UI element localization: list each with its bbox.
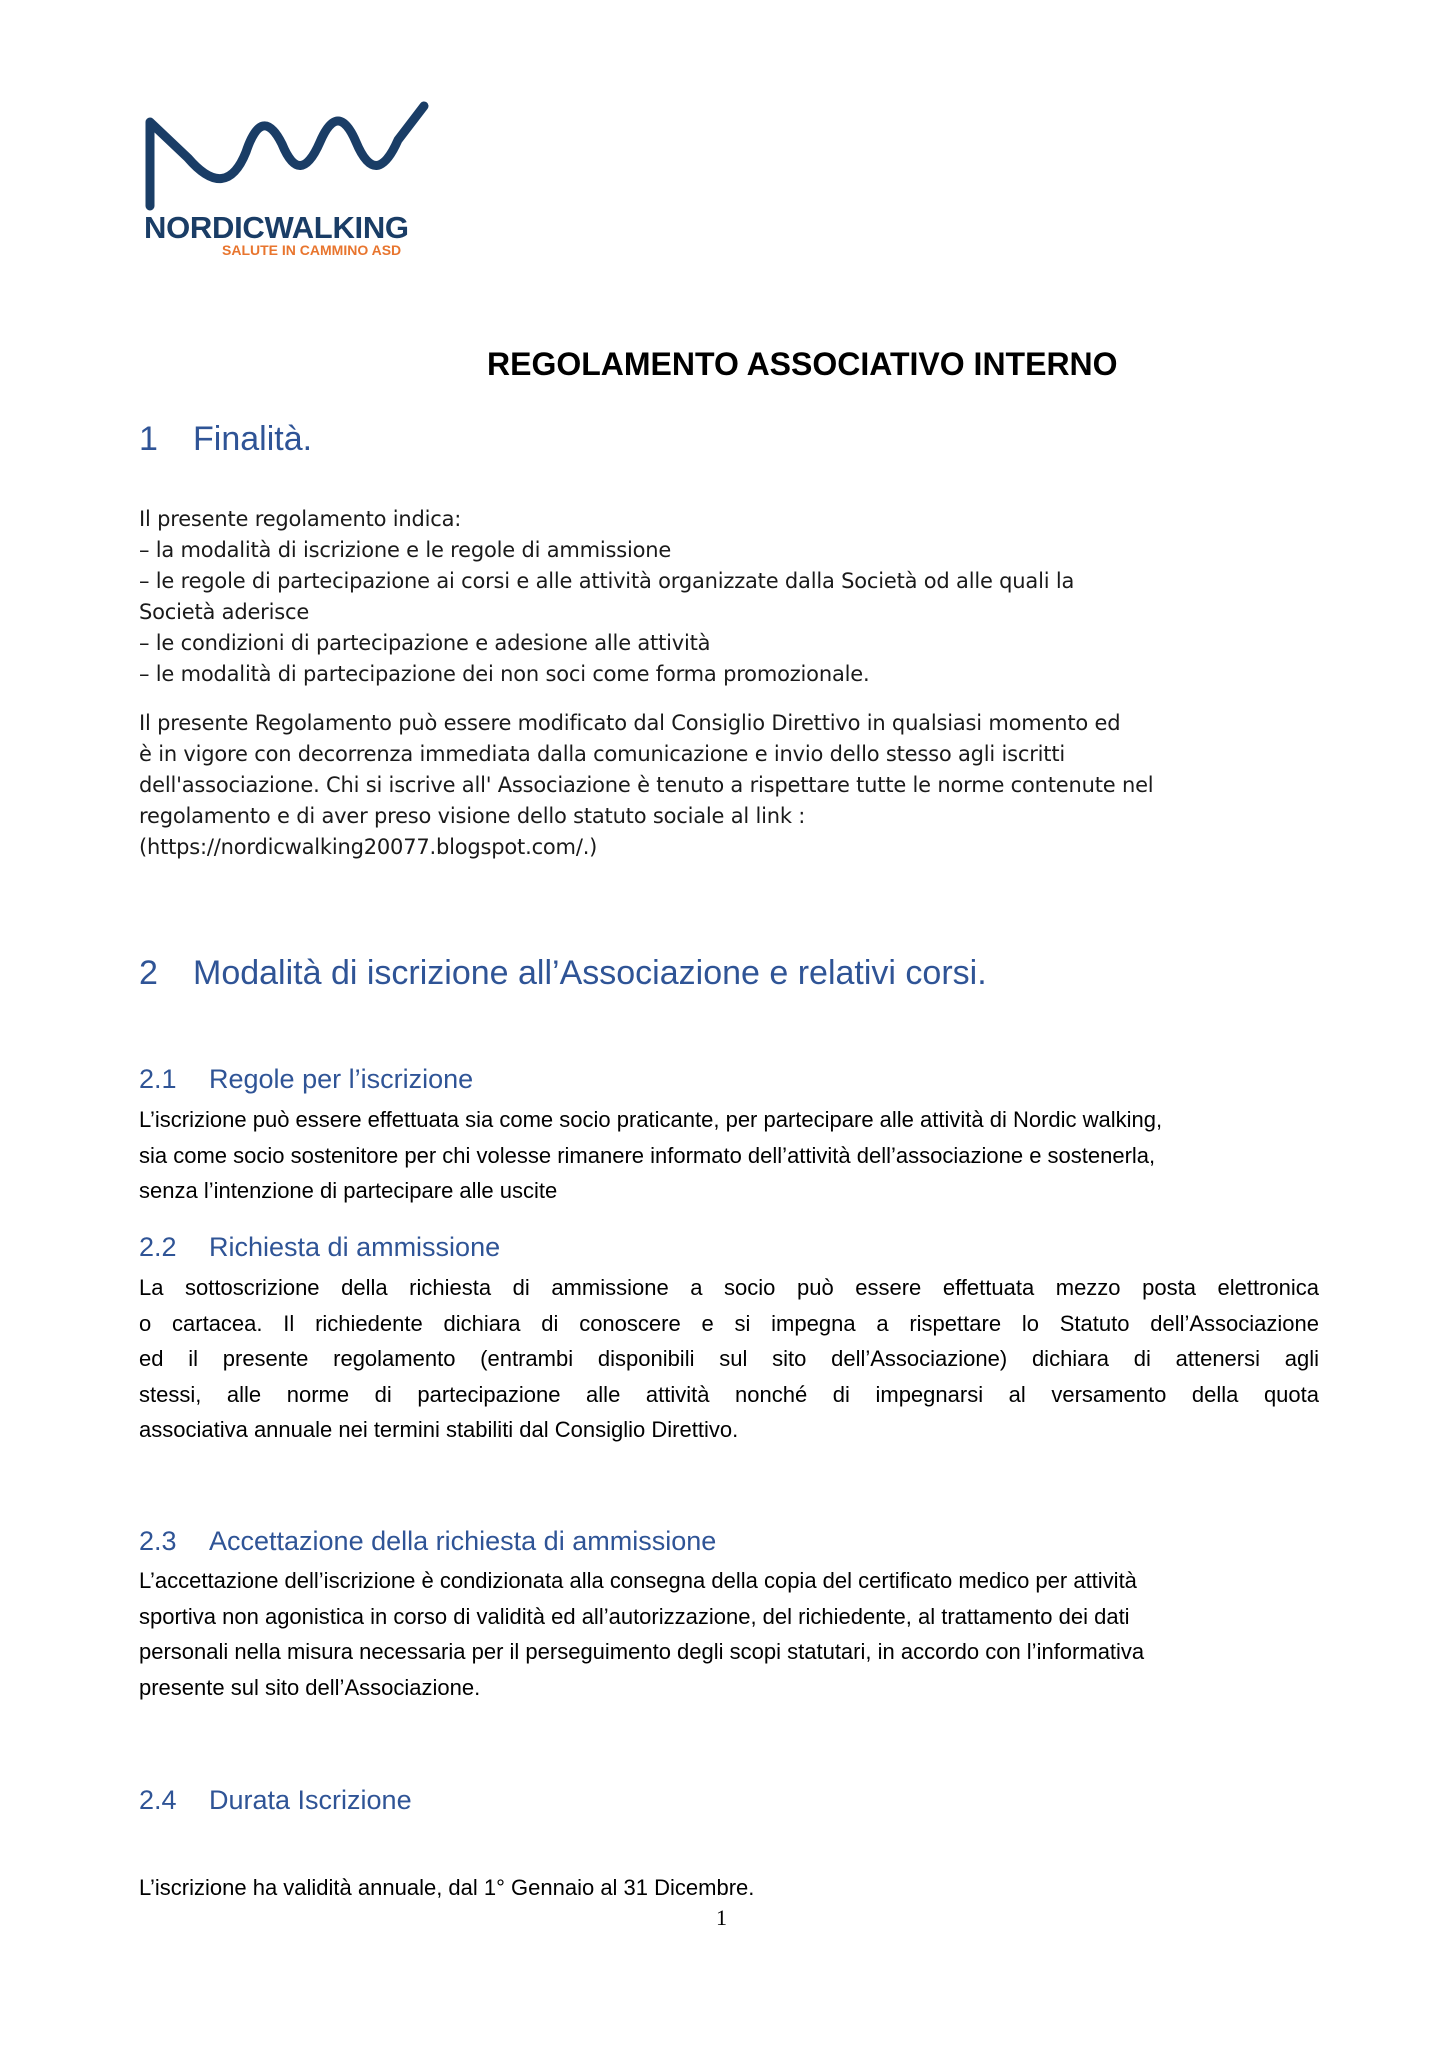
subsection-2-1-text xyxy=(139,1102,1319,1209)
document-title: REGOLAMENTO ASSOCIATIVO INTERNO xyxy=(487,346,1118,382)
text-line: Il presente Regolamento può essere modificato dal Consiglio Direttivo in qualsiasi momento ed xyxy=(139,711,1121,735)
subsection-number: 2.2 xyxy=(139,1232,177,1262)
text-line: La sottoscrizione della richiesta di ammissione a socio può essere effettuata mezzo posta elettronica xyxy=(139,1275,1319,1300)
text-line: Il presente regolamento indica: xyxy=(139,507,462,531)
text-line: Società aderisce xyxy=(139,600,310,624)
text-line: L’accettazione dell’iscrizione è condizionata alla consegna della copia del certificato medico per attività xyxy=(139,1568,1137,1593)
text-line: senza l’intenzione di partecipare alle uscite xyxy=(139,1178,558,1203)
section-title: Finalità. xyxy=(193,420,313,458)
subsection-title: Accettazione della richiesta di ammissione xyxy=(209,1526,717,1556)
nordicwalking-logo xyxy=(142,94,438,262)
subsection-2-2-text xyxy=(139,1270,1319,1448)
section-1-paragraph-1 xyxy=(139,504,1319,690)
section-title: Modalità di iscrizione all’Associazione e relativi corsi. xyxy=(193,954,987,992)
text-line: è in vigore con decorrenza immediata dalla comunicazione e invio dello stesso agli iscritti xyxy=(139,742,1066,766)
subsection-2-1-heading xyxy=(139,1064,473,1095)
subsection-number: 2.1 xyxy=(139,1064,177,1094)
text-line: sia come socio sostenitore per chi volesse rimanere informato dell’attività dell’associazione e sostenerla, xyxy=(139,1142,1156,1168)
text-line: stessi, alle norme di partecipazione alle attività nonché di impegnarsi al versamento della quota xyxy=(139,1381,1319,1407)
section-number: 1 xyxy=(139,420,158,458)
text-line: o cartacea. Il richiedente dichiara di conoscere e si impegna a rispettare lo Statuto dell’Associazione xyxy=(139,1310,1319,1336)
text-line: sportiva non agonistica in corso di validità ed all’autorizzazione, del richiedente, al trattamento dei dati xyxy=(139,1603,1130,1629)
logo-subtitle: SALUTE IN CAMMINO ASD xyxy=(222,242,402,258)
subsection-title: Richiesta di ammissione xyxy=(209,1232,501,1262)
text-line: ed il presente regolamento (entrambi disponibili sul sito dell’Associazione) dichiara di attenersi agli xyxy=(139,1346,1319,1371)
text-line: associativa annuale nei termini stabiliti dal Consiglio Direttivo. xyxy=(139,1417,739,1442)
subsection-2-4-heading xyxy=(139,1785,412,1816)
text-line: L’iscrizione ha validità annuale, dal 1° Gennaio al 31 Dicembre. xyxy=(139,1875,755,1900)
text-line: regolamento e di aver preso visione dello statuto sociale al link : xyxy=(139,804,806,828)
section-1-heading xyxy=(139,420,312,459)
text-line: – le condizioni di partecipazione e adesione alle attività xyxy=(139,631,711,655)
page-number: 1 xyxy=(716,1905,727,1930)
text-line: personali nella misura necessaria per il perseguimento degli scopi statutari, in accordo con l’informativa xyxy=(139,1639,1145,1664)
subsection-title: Durata Iscrizione xyxy=(209,1785,412,1815)
subsection-title: Regole per l’iscrizione xyxy=(209,1064,474,1094)
text-line: presente sul sito dell’Associazione. xyxy=(139,1674,481,1700)
link-text: (https://nordicwalking20077.blogspot.com/.) xyxy=(139,835,598,859)
section-number: 2 xyxy=(139,954,158,992)
text-line: – le regole di partecipazione ai corsi e alle attività organizzate dalla Società od alle quali la xyxy=(139,569,1075,593)
subsection-2-4-text xyxy=(139,1870,1319,1906)
subsection-2-3-text xyxy=(139,1563,1319,1705)
section-1-paragraph-2 xyxy=(139,708,1319,863)
subsection-number: 2.4 xyxy=(139,1785,177,1815)
subsection-number: 2.3 xyxy=(139,1526,177,1556)
text-line: dell'associazione. Chi si iscrive all' Associazione è tenuto a rispettare tutte le norme contenute nel xyxy=(139,773,1154,797)
text-line: – le modalità di partecipazione dei non soci come forma promozionale. xyxy=(139,662,870,686)
text-line: L’iscrizione può essere effettuata sia come socio praticante, per partecipare alle attività di Nordic walking, xyxy=(139,1107,1163,1132)
subsection-2-3-heading xyxy=(139,1526,716,1557)
section-2-heading xyxy=(139,954,987,993)
subsection-2-2-heading xyxy=(139,1232,500,1263)
wave-icon xyxy=(142,94,438,224)
text-line: – la modalità di iscrizione e le regole di ammissione xyxy=(139,538,672,562)
logo-wordmark: NORDICWALKING xyxy=(144,210,409,245)
